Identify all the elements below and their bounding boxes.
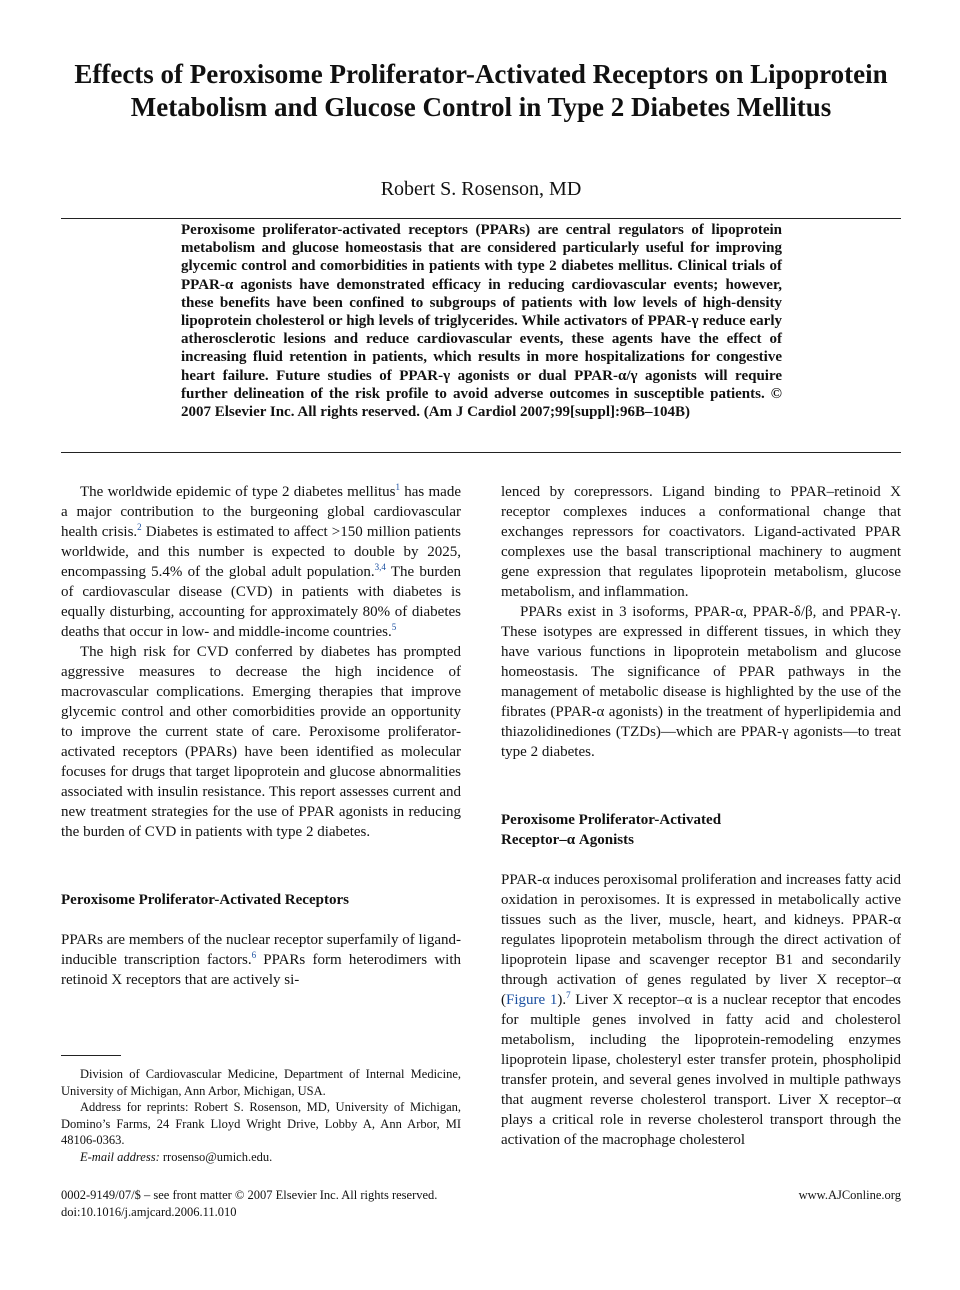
article-title: Effects of Peroxisome Proliferator-Activated Receptors on Lipoprotein Metabolism and Glucose Control in Type 2 Diabetes Mellitus bbox=[74, 59, 888, 122]
citation-link[interactable]: 1 bbox=[395, 482, 401, 492]
citation-link[interactable]: 5 bbox=[391, 622, 397, 632]
citation-link[interactable]: 6 bbox=[251, 950, 257, 960]
issn-line: 0002-9149/07/$ – see front matter © 2007 Elsevier Inc. All rights reserved. bbox=[61, 1188, 438, 1202]
citation-link[interactable]: 2 bbox=[137, 522, 142, 532]
section-heading: Peroxisome Proliferator-Activated Receptor–α Agonists bbox=[501, 812, 722, 848]
footnotes bbox=[61, 1066, 461, 1165]
footer-left bbox=[61, 1187, 437, 1221]
affiliation-note: Division of Cardiovascular Medicine, Department of Internal Medicine, University of Michigan, Ann Arbor, Michigan, USA. bbox=[61, 1067, 461, 1098]
body-paragraph: The high risk for CVD conferred by diabetes has prompted aggressive measures to decrease the high incidence of macrovascular complications. Emerging therapies that improve glycemic control and other comorbidities provide an opportunity to improve the current state of care. Peroxisome proliferator-activated receptors (PPARs) have been identified as molecular focuses for drugs that target lipoprotein and glucose abnormalities associated with insulin resistance. This report assesses current and new treatment strategies for the use of PPAR agonists in reducing the burden of CVD in patients with type 2 diabetes. bbox=[61, 644, 461, 840]
figure-link[interactable]: Figure 1 bbox=[506, 992, 558, 1008]
author-name: Robert S. Rosenson, MD bbox=[380, 178, 582, 200]
email-link[interactable]: rrosenso@umich.edu. bbox=[159, 1149, 273, 1164]
doi-line[interactable]: doi:10.1016/j.amjcard.2006.11.010 bbox=[61, 1205, 237, 1219]
footnote-rule bbox=[61, 1055, 121, 1056]
journal-website[interactable]: www.AJConline.org bbox=[798, 1188, 901, 1202]
body-paragraph: PPARs are members of the nuclear receptor superfamily of ligand-inducible transcription factors.$^6$ PPARs form heterodimers with retinoid X receptors that are actively si- bbox=[61, 932, 461, 988]
body-paragraph: PPAR-α induces peroxisomal proliferation and increases fatty acid oxidation in peroxisomes. It is expressed in metabolically active tissues such as the liver, muscle, heart, and kidneys. PPAR-α regulates lipoprotein metabolism through the direct activation of lipoprotein lipase and scavenger receptor B1 and secondarily through activation of genes regulated by liver X receptor–α (Figure 1).$^7$ Liver X receptor–α is a nuclear receptor that encodes for multiple genes involved in fatty acid and cholesterol metabolism, including the lipoprotein-remodeling enzymes lipoprotein lipase, cholesteryl ester transfer protein, phospholipid transfer protein, and several genes involved in multiple pathways that augment reverse cholesterol transport. Liver X receptor–α plays a critical role in reverse cholesterol transport through the activation of the macrophage cholesterol bbox=[501, 872, 901, 1148]
left-column bbox=[61, 482, 461, 990]
section-heading: Peroxisome Proliferator-Activated Receptors bbox=[61, 892, 349, 908]
abstract-top-rule bbox=[61, 218, 901, 219]
body-paragraph: The worldwide epidemic of type 2 diabetes mellitus$^1$ has made a major contribution to the burgeoning global cardiovascular health crisis.$^2$ Diabetes is estimated to affect >150 million patients worldwide, and this number is expected to double by 2025, encompassing 5.4% of the global adult population.$^{3,4}$ The burden of cardiovascular disease (CVD) in patients with diabetes is equally disturbing, accounting for approximately 80% of diabetes deaths that occur in low- and middle-income countries.$^5$ bbox=[61, 482, 461, 640]
email-note: E-mail address: rrosenso@umich.edu. bbox=[80, 1149, 273, 1164]
citation-link[interactable]: 7 bbox=[566, 990, 571, 1000]
body-paragraph: lenced by corepressors. Ligand binding to PPAR–retinoid X receptor complexes induces a conformational change that exchanges repressors for coactivators. Ligand-activated PPAR complexes use the basal transcriptional machinery to augment gene expression that regulates lipoprotein metabolism, glucose metabolism, and inflammation. bbox=[501, 484, 901, 600]
abstract-text: Peroxisome proliferator-activated receptors (PPARs) are central regulators of lipoprotein metabolism and glucose homeostasis that are considered particularly useful for improving glycemic control and comorbidities in patients with type 2 diabetes mellitus. Clinical trials of PPAR-α agonists have demonstrated efficacy in reducing cardiovascular events; however, these benefits have been confined to subgroups of patients with low levels of high-density lipoprotein cholesterol or high levels of triglycerides. While activators of PPAR-γ reduce early atherosclerotic lesions and reduce cardiovascular events, these agents have the effect of increasing fluid retention in patients, which results in more hospitalizations for congestive heart failure. Future studies of PPAR-γ agonists or dual PPAR-α/γ agonists will require further delineation of the risk profile to avoid adverse outcomes in susceptible patients. © 2007 Elsevier Inc. All rights reserved. (Am J Cardiol 2007;99[suppl]:96B–104B) bbox=[181, 222, 782, 421]
body-paragraph: PPARs exist in 3 isoforms, PPAR-α, PPAR-δ/β, and PPAR-γ. These isotypes are expressed in different tissues, in which they have various functions in lipoprotein metabolism and glucose homeostasis. The significance of PPAR pathways in the management of metabolic disease is highlighted by the use of the fibrates (PPAR-α agonists) in the treatment of hyperlipidemia and thiazolidinediones (TZDs)—which are PPAR-γ agonists—to treat type 2 diabetes. bbox=[501, 604, 901, 760]
citation-link[interactable]: 3,4 bbox=[374, 562, 386, 572]
abstract-bottom-rule bbox=[61, 452, 901, 453]
reprint-address-note: Address for reprints: Robert S. Rosenson, MD, University of Michigan, Domino’s Farms, 24 Frank Lloyd Wright Drive, Lobby A, Ann Arbor, MI 48106-0363. bbox=[61, 1100, 461, 1147]
right-column bbox=[501, 482, 901, 1150]
